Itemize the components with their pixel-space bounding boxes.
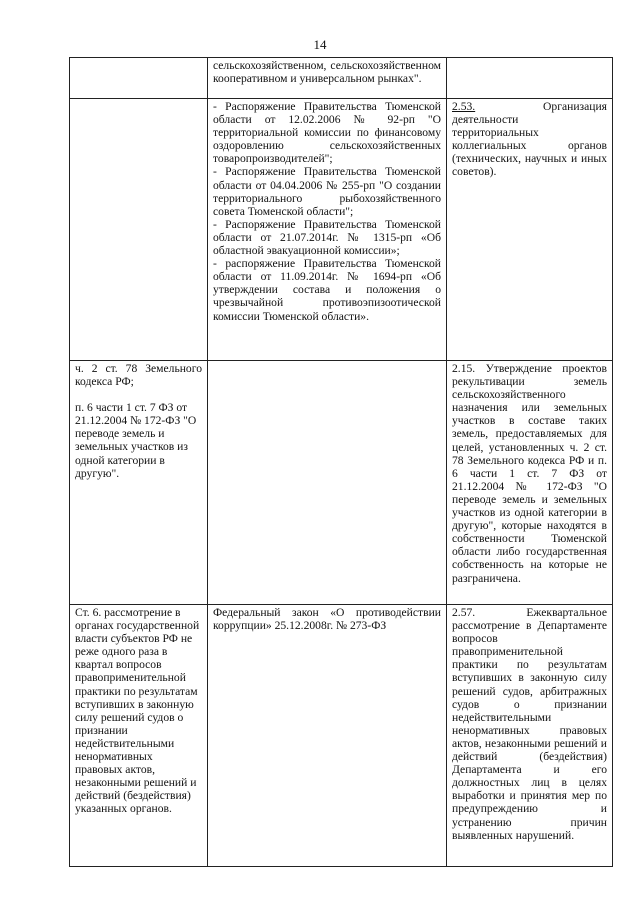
function-cell bbox=[447, 99, 613, 361]
function-description: Организация деятельности территориальных коллегиальных органов (технических, научных и иных советов). bbox=[452, 100, 607, 179]
function-cell bbox=[447, 605, 613, 867]
legal-basis-text: ч. 2 ст. 78 Земельного кодекса РФ; bbox=[75, 362, 202, 389]
page-number: 14 bbox=[313, 37, 327, 52]
normative-act-cell bbox=[208, 58, 447, 99]
act-text: - распоряжение Правительства Тюменской области от 11.09.2014г. № 1694-рп «Об утверждении состава и положения о чрезвычайной противоэпизоотической комиссии Тюменской области». bbox=[213, 257, 441, 323]
function-cell bbox=[447, 361, 613, 605]
legal-basis-cell bbox=[70, 99, 208, 361]
act-text: сельскохозяйственном, сельскохозяйственном кооперативном и универсальном рынках". bbox=[213, 59, 441, 86]
legal-basis-text: Ст. 6. рассмотрение в органах государственной власти субъектов РФ не реже одного раза в квартал вопросов правоприменительной практики по результатам вступивших в законную силу решений судов о признании недействительными ненормативных правовых актов, незаконными решений и действий (бездействия) указанных органов. bbox=[75, 606, 200, 816]
act-text: Федеральный закон «О противодействии коррупции» 25.12.2008г. № 273-ФЗ bbox=[213, 606, 441, 633]
table-row bbox=[70, 605, 613, 867]
function-text bbox=[452, 100, 607, 179]
legal-basis-cell bbox=[70, 605, 208, 867]
act-text: - Распоряжение Правительства Тюменской области от 12.02.2006 № 92-рп "О территориальной комиссии по финансовому оздоровлению сельскохозяйственных товаропроизводителей"; bbox=[213, 100, 441, 166]
normative-act-cell bbox=[208, 99, 447, 361]
table-row bbox=[70, 361, 613, 605]
legal-basis-text: п. 6 части 1 ст. 7 ФЗ от 21.12.2004 № 172-ФЗ "О переводе земель и земельных участков из одной категории в другую". bbox=[75, 401, 197, 480]
function-number: 2.53. bbox=[452, 100, 476, 113]
function-text: 2.15. Утверждение проектов рекультивации земель сельскохозяйственного назначения или земельных участков в составе таких земель, предоставляемых для целей, установленных ч. 2 ст. 78 Земельного кодекса РФ и п. 6 части 1 ст. 7 ФЗ от 21.12.2004 № 172-ФЗ "О переводе земель и земельных участков из одной категории в другую", которые находятся в собственности Тюменской области либо государственная собственность на которые не разграничена. bbox=[452, 362, 607, 585]
act-text: - Распоряжение Правительства Тюменской области от 04.04.2006 № 255-рп "О создании территориального рыбохозяйственного совета Тюменской области"; bbox=[213, 165, 441, 218]
legal-basis-cell bbox=[70, 361, 208, 605]
legal-basis-cell bbox=[70, 58, 208, 99]
act-text: - Распоряжение Правительства Тюменской области от 21.07.2014г. № 1315-рп «Об областной эвакуационной комиссии»; bbox=[213, 217, 441, 258]
function-text: 2.57. Ежеквартальное рассмотрение в Департаменте вопросов правоприменительной практики по результатам вступивших в законную силу решений судов, арбитражных судов о признании недействительными ненормативных правовых актов, незаконными решений и действий (бездействия) Департамента и его должностных лиц в целях выработки и принятия мер по предупреждению и устранению причин выявленных нарушений. bbox=[452, 606, 607, 842]
table-row bbox=[70, 58, 613, 99]
normative-act-cell bbox=[208, 361, 447, 605]
table-row bbox=[70, 99, 613, 361]
function-cell bbox=[447, 58, 613, 99]
regulations-table bbox=[69, 57, 613, 867]
normative-act-cell bbox=[208, 605, 447, 867]
